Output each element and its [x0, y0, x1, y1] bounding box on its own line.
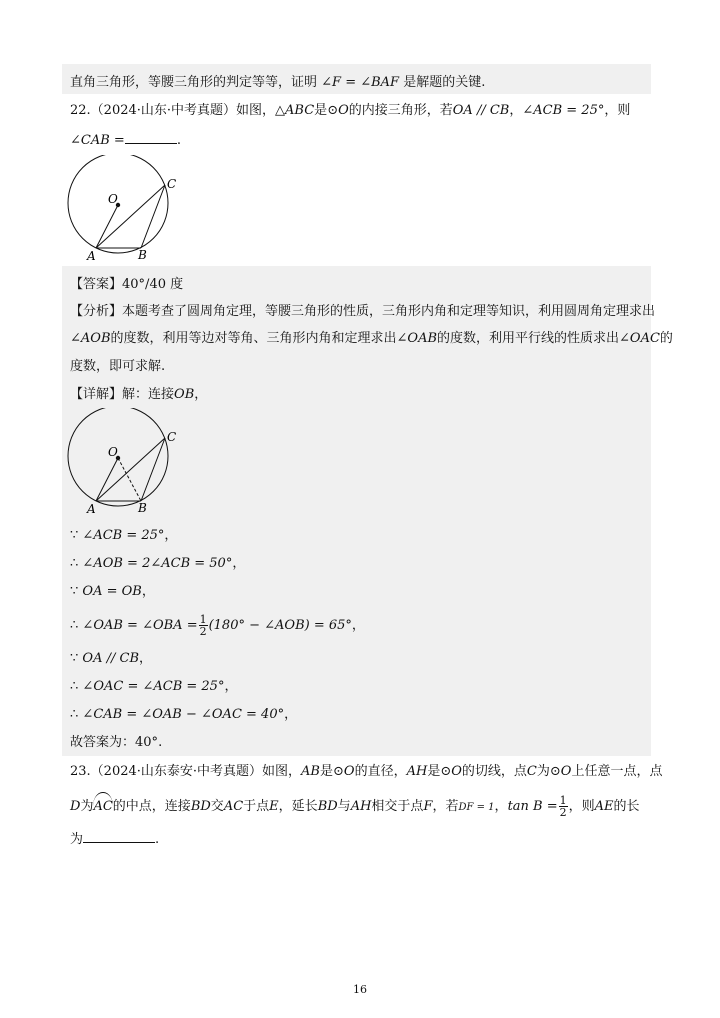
- step-3: ∵ OA = OB，: [70, 584, 155, 599]
- label-o: O: [108, 445, 118, 459]
- label-a: A: [87, 249, 96, 263]
- solution-figure: [60, 408, 190, 518]
- label-c: C: [167, 430, 177, 444]
- q22-line1: 22.（2024·山东·中考真题）如图，△ABC是⊙O的内接三角形，若OA // CB，∠ACB = 25°，则: [70, 103, 631, 118]
- segment-ob-dashed: [118, 458, 141, 501]
- segment-ac: [96, 185, 165, 248]
- segment-oa: [96, 205, 118, 248]
- label-c: C: [167, 177, 177, 191]
- analysis-line2: ∠AOB的度数，利用等边对等角、三角形内角和定理求出∠OAB的度数，利用平行线的性质求出∠OAC的: [70, 331, 673, 346]
- analysis-line3: 度数，即可求解.: [70, 359, 166, 374]
- analysis-line1: 【分析】本题考查了圆周角定理，等腰三角形的性质，三角形内角和定理等知识，利用圆周角定理求出: [70, 304, 656, 319]
- page-number: 16: [353, 983, 367, 996]
- fraction-half: $\frac{1}{2}$: [559, 794, 567, 819]
- conclusion: 故答案为：40°.: [70, 735, 163, 750]
- label-b: B: [138, 248, 147, 262]
- q22-line2: ∠CAB = .: [70, 133, 181, 148]
- q23-line1: 23.（2024·山东泰安·中考真题）如图，AB是⊙O的直径，AH是⊙O的切线，点C为⊙O上任意一点，点: [70, 764, 663, 779]
- label-o: O: [108, 192, 118, 206]
- arc-ac: AC: [93, 792, 112, 820]
- step-1: ∵ ∠ACB = 25°，: [70, 528, 178, 543]
- label-b: B: [138, 501, 147, 515]
- step-7: ∴ ∠CAB = ∠OAB − ∠OAC = 40°，: [70, 707, 298, 722]
- q22-figure: [60, 155, 190, 265]
- segment-ac: [96, 438, 165, 501]
- detail-line: 【详解】解：连接OB，: [70, 387, 208, 402]
- q23-line3: 为 .: [70, 832, 160, 847]
- answer-line: 【答案】40°/40 度: [70, 277, 184, 292]
- answer-blank: [83, 830, 155, 843]
- segment-oa: [96, 458, 118, 501]
- q23-line2: D为AC的中点，连接BD交AC于点E，延长BD与AH相交于点F，若DF = 1，tan B = $\frac{1}{2}$ ，则AE的长: [70, 794, 640, 819]
- label-a: A: [87, 502, 96, 516]
- top-fragment: 直角三角形，等腰三角形的判定等等，证明 ∠F = ∠BAF 是解题的关键.: [70, 75, 486, 90]
- step-4: ∴ ∠OAB = ∠OBA = $\frac{1}{2}$ (180° − ∠AOB) = 65°，: [70, 613, 365, 638]
- step-2: ∴ ∠AOB = 2∠ACB = 50°，: [70, 556, 246, 571]
- fraction-half: $\frac{1}{2}$: [199, 613, 207, 638]
- step-6: ∴ ∠OAC = ∠ACB = 25°，: [70, 679, 238, 694]
- step-5: ∵ OA // CB，: [70, 651, 153, 666]
- answer-blank: [125, 131, 177, 144]
